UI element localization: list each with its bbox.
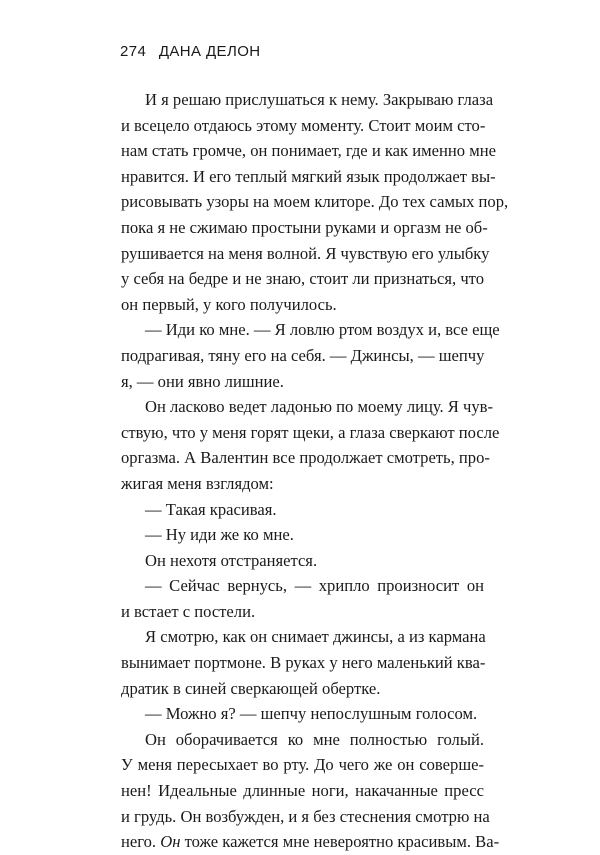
text-line: Он ласково ведет ладонью по моему лицу. Я чув- (145, 397, 494, 417)
text-line: — Такая красивая. (145, 499, 277, 519)
text-fragment: тоже кажется мне невероятно красивым. Ва- (184, 832, 500, 852)
text-line: ствую, что у меня горят щеки, а глаза сверкают после (121, 422, 500, 442)
text-line: — Иди ко мне. — Я ловлю ртом воздух и, все еще (145, 320, 500, 340)
text-line: у себя на бедре и не знаю, стоит ли признаться, что (121, 269, 484, 289)
text-line-last (121, 829, 500, 855)
text-line: вынимает портмоне. В руках у него маленький ква- (121, 653, 486, 673)
text-line: рушивается на меня волной. Я чувствую его улыбку (121, 243, 490, 263)
text-line: И я решаю прислушаться к нему. Закрываю глаза (145, 90, 494, 109)
text-line: Он оборачивается ко мне полностью голый. (145, 729, 484, 749)
text-line: — Ну иди же ко мне. (145, 525, 294, 545)
text-line: жигая меня взглядом: (121, 473, 274, 493)
text-line: и встает с постели. (121, 601, 256, 621)
text-line: нен! Идеальные длинные ноги, накачанные пресс (121, 781, 484, 801)
text-line: рисовывать узоры на моем клиторе. До тех самых пор, (121, 192, 509, 212)
text-line: нравится. И его теплый мягкий язык продолжает вы- (121, 166, 496, 186)
text-line: он первый, у кого получилось. (121, 294, 337, 314)
text-line: подрагивая, тяну его на себя. — Джинсы, — шепчу (121, 345, 485, 365)
text-line: пока я не сжимаю простыни руками и оргазм не об- (121, 217, 488, 237)
text-line: — Можно я? — шепчу непослушным голосом. (145, 704, 478, 724)
text-line: Я смотрю, как он снимает джинсы, а из кармана (145, 627, 486, 647)
author-name: ДАНА ДЕЛОН (158, 43, 261, 60)
text-line: я, — они явно лишние. (121, 371, 284, 391)
text-line: и всецело отдаюсь этому моменту. Стоит моим сто- (121, 115, 486, 135)
text-line: оргазма. А Валентин все продолжает смотреть, про- (121, 448, 490, 468)
italic-emphasis: Он (160, 832, 181, 852)
text-line: — Сейчас вернусь, — хрипло произносит он (145, 576, 484, 596)
text-line: дратик в синей сверкающей обертке. (121, 678, 381, 698)
running-head (120, 43, 261, 60)
text-fragment: него. (121, 832, 157, 852)
page-number: 274 (120, 43, 147, 60)
text-line: и грудь. Он возбужден, и я без стеснения смотрю на (121, 806, 490, 826)
body-text (121, 87, 509, 855)
text-line: У меня пересыхает во рту. До чего же он соверше- (121, 755, 484, 775)
text-line: нам стать громче, он понимает, где и как именно мне (121, 141, 496, 161)
text-line: Он нехотя отстраняется. (145, 550, 318, 570)
